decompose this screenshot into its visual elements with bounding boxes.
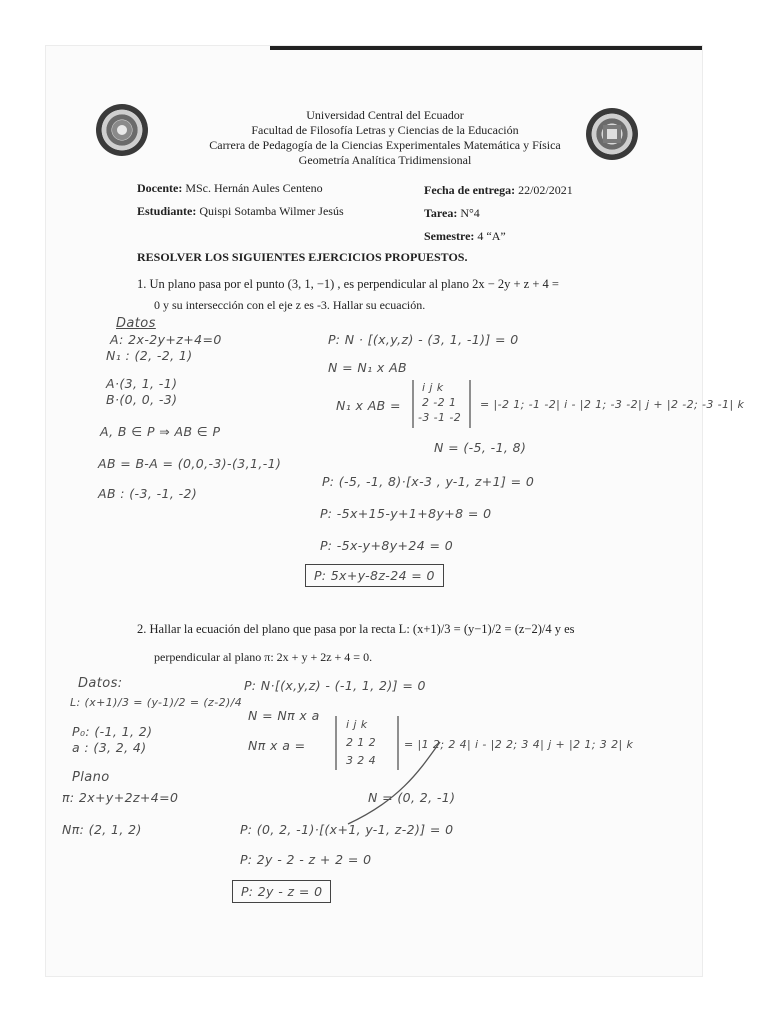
sol2-matrix-row3: 3 2 4 — [346, 754, 376, 767]
sol1-matrix-row2: 2 -2 1 — [422, 396, 457, 409]
sol2-final-answer: P: 2y - z = 0 — [232, 880, 331, 903]
estudiante-label: Estudiante: — [137, 204, 197, 218]
sol2-plane-pi: π: 2x+y+2z+4=0 — [62, 790, 179, 805]
sol2-cross-def: N = Nπ x a — [248, 708, 320, 723]
sol2-matrix-row1: i j k — [346, 718, 368, 731]
section-heading: RESOLVER LOS SIGUIENTES EJERCICIOS PROPUESTOS. — [137, 250, 468, 264]
sol2-point-p0: P₀: (-1, 1, 2) — [72, 724, 153, 739]
sol2-cross-label: Nπ x a = — [248, 738, 306, 753]
sol2-plane-eq-form: P: N·[(x,y,z) - (-1, 1, 2)] = 0 — [244, 678, 426, 693]
sol2-simplify: P: 2y - 2 - z + 2 = 0 — [240, 852, 372, 867]
sol1-cross-def: N = N₁ x AB — [328, 360, 408, 375]
problem1-line1: 1. Un plano pasa por el punto (3, 1, −1) , es perpendicular al plano 2x − 2y + z + 4 = — [137, 277, 559, 291]
sol2-direction-a: a : (3, 2, 4) — [72, 740, 147, 755]
sol1-substitution: P: (-5, -1, 8)·[x-3 , y-1, z+1] = 0 — [322, 474, 535, 489]
sol1-plane-a: A: 2x-2y+z+4=0 — [110, 332, 222, 347]
sol2-plano-heading: Plano — [72, 770, 110, 785]
problem2-line2: perpendicular al plano π: 2x + y + 2z + 4 = 0. — [154, 650, 373, 664]
sol2-cofactor-expansion: = |1 2; 2 4| i - |2 2; 3 4| j + |2 1; 3 2| k — [404, 738, 634, 751]
problem1-line2: 0 y su intersección con el eje z es -3. Hallar su ecuación. — [154, 298, 426, 312]
sol2-substitution: P: (0, 2, -1)·[(x+1, y-1, z-2)] = 0 — [240, 822, 454, 837]
tarea-label: Tarea: — [424, 206, 458, 220]
sol1-ab-calc: AB = B-A = (0,0,-3)-(3,1,-1) — [98, 456, 282, 471]
sol1-point-b: B·(0, 0, -3) — [106, 392, 178, 407]
sol1-cofactor-expansion: = |-2 1; -1 -2| i - |2 1; -3 -2| j + |2 -2; -3 -1| k — [480, 398, 745, 411]
sol2-normal-npi: Nπ: (2, 1, 2) — [62, 822, 142, 837]
sol2-matrix-row2: 2 1 2 — [346, 736, 376, 749]
docente-label: Docente: — [137, 181, 183, 195]
fecha-label: Fecha de entrega: — [424, 183, 516, 197]
header-career: Carrera de Pedagogía de la Ciencias Experimentales Matemática y Física — [209, 138, 561, 152]
sol1-datos-heading: Datos — [116, 316, 156, 331]
sol1-normal-result: N = (-5, -1, 8) — [434, 440, 527, 455]
estudiante-value: Quispi Sotamba Wilmer Jesús — [199, 204, 344, 218]
sol1-expand: P: -5x+15-y+1+8y+8 = 0 — [320, 506, 492, 521]
sol2-datos-heading: Datos: — [78, 676, 123, 691]
sol1-simplify: P: -5x-y+8y+24 = 0 — [320, 538, 454, 553]
sol2-line-eq: L: (x+1)/3 = (y-1)/2 = (z-2)/4 — [70, 696, 243, 709]
sol2-normal-result: N = (0, 2, -1) — [368, 790, 456, 805]
sol1-normal-n1: N₁ : (2, -2, 1) — [106, 348, 193, 363]
problem2-line1: 2. Hallar la ecuación del plano que pasa por la recta L: (x+1)/3 = (y−1)/2 = (z−2)/4 y es — [137, 622, 575, 636]
docente-value: MSc. Hernán Aules Centeno — [185, 181, 323, 195]
sol1-matrix-row1: i j k — [422, 381, 444, 394]
sol1-final-answer: P: 5x+y-8z-24 = 0 — [305, 564, 444, 587]
sol1-matrix-row3: -3 -1 -2 — [418, 411, 462, 424]
sol1-ab-result: AB : (-3, -1, -2) — [98, 486, 198, 501]
tarea-value: N°4 — [460, 206, 480, 220]
sol1-point-a: A·(3, 1, -1) — [106, 376, 178, 391]
header-university: Universidad Central del Ecuador — [306, 108, 464, 122]
sol2-strike-arrow — [348, 742, 440, 824]
sol1-cross-label: N₁ x AB = — [336, 398, 401, 413]
fecha-value: 22/02/2021 — [518, 183, 573, 197]
header-subject: Geometría Analítica Tridimensional — [298, 153, 472, 167]
semestre-label: Semestre: — [424, 229, 475, 243]
sol1-ab-in-p: A, B ∈ P ⇒ AB ∈ P — [100, 424, 221, 439]
header-faculty: Facultad de Filosofía Letras y Ciencias de la Educación — [251, 123, 519, 137]
semestre-value: 4 “A” — [477, 229, 506, 243]
sol1-plane-eq-form: P: N · [(x,y,z) - (3, 1, -1)] = 0 — [328, 332, 519, 347]
